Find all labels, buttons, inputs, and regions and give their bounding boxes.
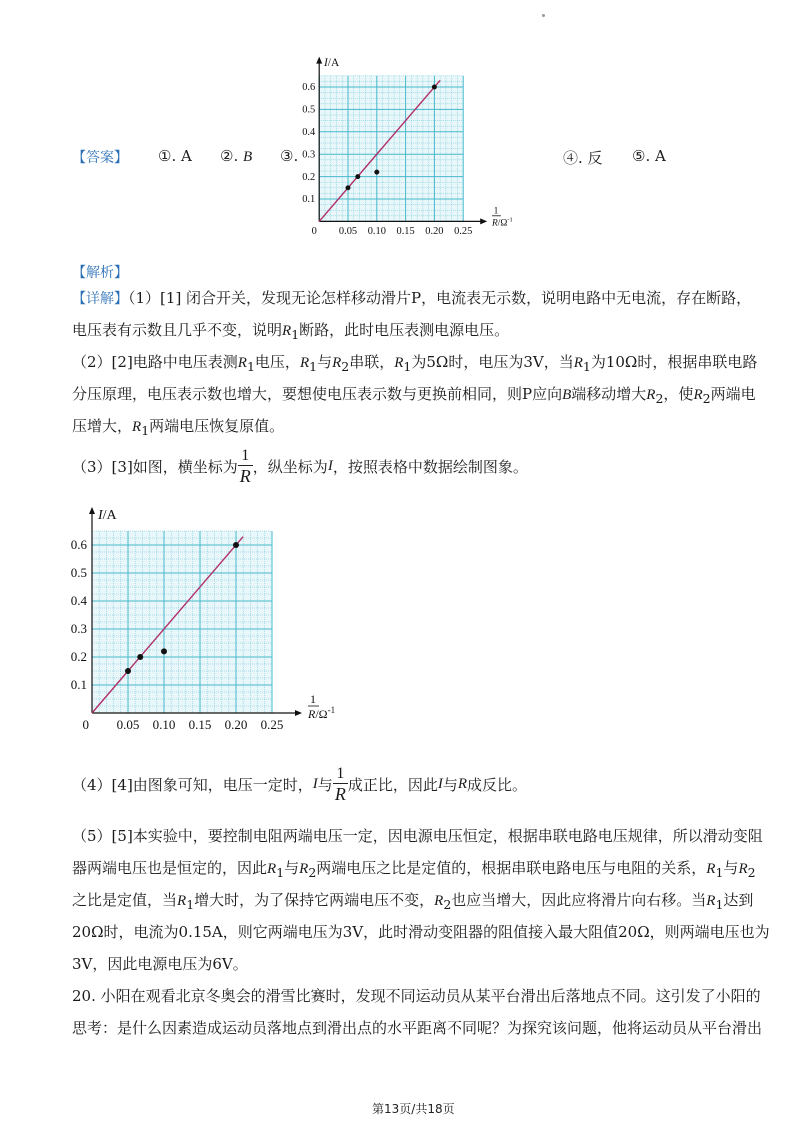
- data-point: [432, 85, 437, 90]
- y-tick-label: 0.5: [302, 104, 316, 116]
- analysis-tag: 【解析】: [72, 265, 128, 281]
- x-axis-arrow: [295, 710, 302, 716]
- x-axis-label-numerator: 1: [493, 206, 499, 217]
- fraction-1-over-R: $\frac{1}{R}$: [334, 764, 346, 804]
- y-tick-label: 0.1: [70, 677, 87, 692]
- answer-tag: 【答案】: [72, 150, 128, 166]
- y-axis-label: I/A: [98, 508, 117, 523]
- fraction-1-over-R: $\frac{1}{R}$: [239, 446, 251, 486]
- data-point: [233, 542, 239, 548]
- detail-p5-line1: （5）[5]本实验中，要控制电阻两端电压一定，因电源电压恒定，根据串联电路电压规律，所以滑动变阻: [72, 827, 763, 845]
- corner-mark: [542, 14, 545, 17]
- x-axis-label: $R/\Omega^{-1}$: [492, 216, 513, 229]
- x-tick-label: 0.05: [338, 226, 358, 238]
- detail-p3: （3）[3]如图，横坐标为 $\frac{1}{R}$ ，纵坐标为 I ，按照表格中数据绘制图象。: [72, 446, 528, 486]
- y-tick-label: 0.5: [70, 565, 87, 580]
- detail-p1-line1: 【详解】（1）[1] 闭合开关，发现无论怎样移动滑片P，电流表无示数，说明电路中无电流，存在断路，: [72, 289, 752, 307]
- y-axis-arrow: [89, 507, 95, 514]
- data-point: [374, 170, 379, 175]
- answer-1: ①. A: [158, 147, 192, 165]
- y-tick-label: 0.2: [302, 171, 316, 183]
- data-point: [125, 668, 131, 674]
- origin-label: 0: [82, 717, 89, 730]
- origin-label: 0: [311, 226, 317, 238]
- detail-p5-line2: 器两端电压也是恒定的，因此$R_1$与$R_2$两端电压之比是定值的，根据串联电路电压与电阻的关系，$R_1$与$R_2$: [72, 859, 756, 880]
- question-20-line1: 20. 小阳在观看北京冬奥会的滑雪比赛时，发现不同运动员从某平台滑出后落地点不同。这引发了小阳的: [72, 987, 761, 1005]
- y-axis-arrow: [316, 57, 322, 64]
- detail-p2-line1: （2）[2]电路中电压表测$R_1$电压，$R_1$与$R_2$串联，$R_1$为5Ω时，电压为3V，当$R_1$为10Ω时，根据串联电路: [72, 353, 758, 374]
- x-axis-arrow: [480, 218, 487, 224]
- y-tick-label: 0.4: [70, 593, 87, 608]
- detail-p2-line2: 分压原理，电压表示数也增大，要想使电压表示数与更换前相同，则P应向B端移动增大$R_2$，使$R_2$两端电: [72, 385, 756, 406]
- x-tick-label: 0.10: [152, 717, 176, 730]
- detail-p1-line2: 电压表有示数且几乎不变，说明$R_1$断路，此时电压表测电源电压。: [72, 321, 510, 342]
- x-axis-label-numerator: 1: [310, 692, 316, 706]
- x-tick-label: 0.25: [454, 226, 473, 238]
- x-tick-label: 0.25: [260, 717, 284, 730]
- y-tick-label: 0.6: [70, 537, 87, 552]
- detail-p5-line4: 20Ω时，电流为0.15A，则它两端电压为3V，此时滑动变阻器的阻值接入最大阻值20Ω，则两端电压也为: [72, 923, 770, 941]
- x-tick-label: 0.05: [116, 717, 140, 730]
- detail-p5-line3: 之比是定值，当$R_1$增大时，为了保持它两端电压不变，$R_2$也应当增大，因此应将滑片向右移。当$R_1$达到: [72, 891, 754, 912]
- x-tick-label: 0.15: [188, 717, 212, 730]
- chart-plot: [71, 507, 335, 730]
- answer-chart: [292, 55, 552, 250]
- data-point: [355, 174, 360, 179]
- answer-3: ③.: [280, 147, 299, 165]
- y-tick-label: 0.4: [302, 127, 316, 138]
- question-20-line2: 思考：是什么因素造成运动员落地点到滑出点的水平距离不同呢？为探究该问题，他将运动员从平台滑出: [72, 1019, 763, 1037]
- x-tick-label: 0.20: [425, 226, 444, 238]
- page-footer: 第13页/共18页: [372, 1102, 455, 1116]
- y-tick-label: 0.6: [302, 82, 316, 94]
- detail-p2-line3: 压增大，$R_1$两端电压恢复原值。: [72, 417, 285, 438]
- y-tick-label: 0.2: [70, 649, 87, 664]
- answer-4: ④. 反: [563, 149, 603, 167]
- y-tick-label: 0.3: [302, 149, 316, 161]
- data-point: [137, 654, 143, 660]
- detail-p5-line5: 3V，因此电源电压为6V。: [72, 955, 248, 973]
- x-tick-label: 0.20: [224, 717, 248, 730]
- chart-plot: [302, 57, 512, 238]
- y-tick-label: 0.1: [302, 194, 316, 206]
- y-tick-label: 0.3: [70, 621, 87, 636]
- x-tick-label: 0.15: [396, 226, 415, 238]
- answer-2: ②. B: [220, 147, 253, 165]
- x-axis-label: $R/\Omega^{-1}$: [308, 705, 336, 721]
- data-point: [161, 648, 167, 654]
- answer-5: ⑤. A: [632, 147, 666, 165]
- data-point: [346, 185, 351, 190]
- x-tick-label: 0.10: [367, 226, 386, 238]
- y-axis-label: I/A: [324, 57, 340, 70]
- detail-p4: （4）[4]由图象可知，电压一定时， I 与 $\frac{1}{R}$ 成正比，因此 I 与 R 成反比。: [72, 764, 528, 804]
- analysis-chart: [58, 505, 358, 730]
